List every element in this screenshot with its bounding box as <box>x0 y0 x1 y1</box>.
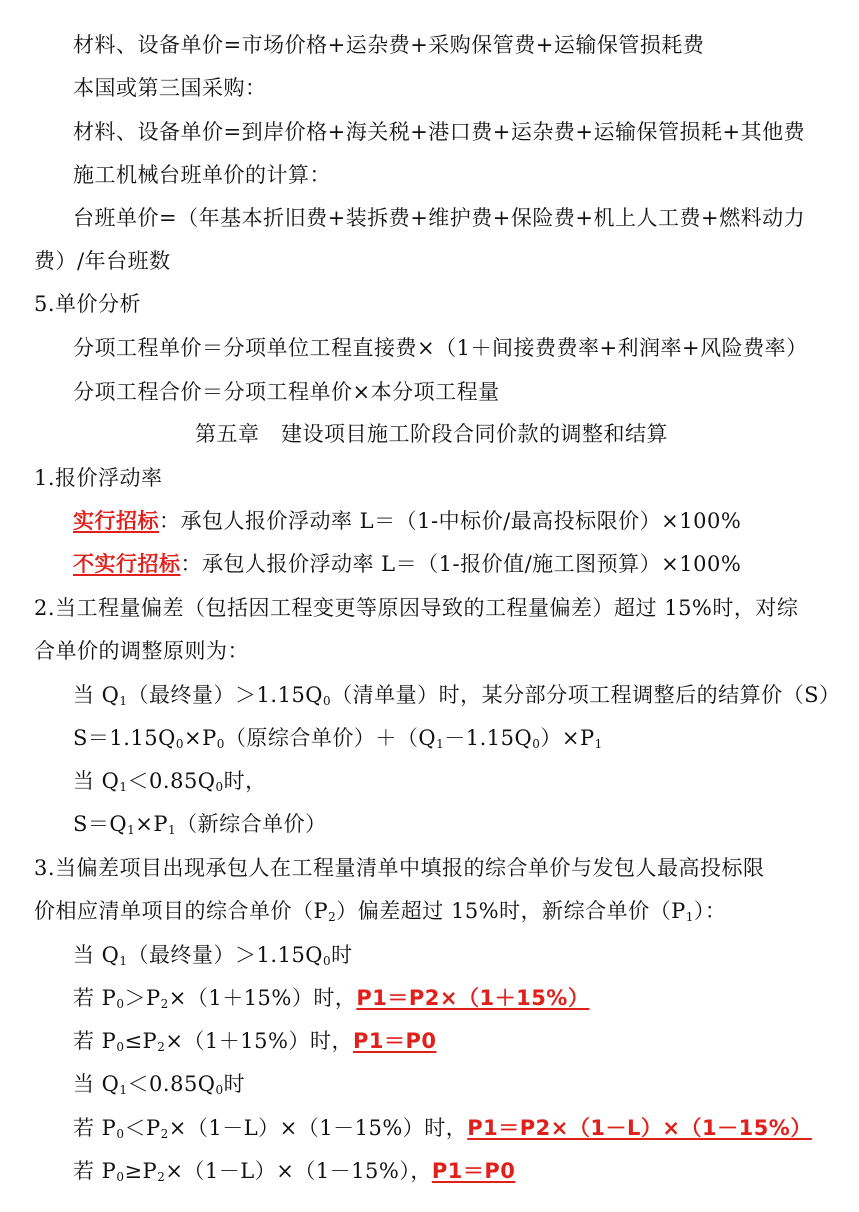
line-text: ：承包人报价浮动率 L＝（1-报价值/施工图预算）×100% <box>180 552 742 576</box>
subscript: 1 <box>119 954 128 968</box>
subscript: 0 <box>116 1040 125 1054</box>
subscript: 0 <box>216 737 225 751</box>
highlight-label: 实行招标 <box>73 508 159 533</box>
formula-part: 时， <box>223 769 267 793</box>
line-text: 本国或第三国采购： <box>73 76 267 100</box>
text-line <box>73 377 500 407</box>
line-text: 1.报价浮动率 <box>34 466 163 490</box>
formula-part: 时 <box>331 943 353 967</box>
formula-part: （最终量）＞1.15Q <box>127 683 324 707</box>
subscript: 1 <box>127 823 136 837</box>
line-text: ：承包人报价浮动率 L＝（1-中标价/最高投标限价）×100% <box>159 509 742 533</box>
text-line <box>34 853 765 883</box>
line-text: 材料、设备单价=市场价格+运杂费+采购保管费+运输保管损耗费 <box>73 33 705 57</box>
subscript: 2 <box>160 997 169 1011</box>
subscript: 1 <box>119 780 128 794</box>
subscript: 1 <box>436 737 445 751</box>
result-formula: P1＝P2×（1－L）×（1－15%） <box>467 1116 812 1140</box>
line-text: 合单价的调整原则为： <box>34 639 249 663</box>
chapter-title <box>195 419 668 449</box>
formula-part: 当 Q <box>73 1072 120 1096</box>
subscript: 0 <box>323 694 332 708</box>
formula-part: 若 P <box>73 986 117 1010</box>
formula-part: 当 Q <box>73 683 120 707</box>
formula-part: （最终量）＞1.15Q <box>127 943 324 967</box>
text-line <box>73 73 267 103</box>
formula-part: ）： <box>693 899 727 923</box>
formula-line <box>73 680 841 716</box>
text-line <box>73 30 704 60</box>
result-formula: P1＝P0 <box>431 1159 516 1183</box>
formula-part: ×（1－L）×（1－15%）， <box>165 1159 432 1183</box>
line-text: 分项工程单价＝分项单位工程直接费×（1＋间接费费率+利润率+风险费率） <box>73 336 808 360</box>
subscript: 1 <box>119 1083 128 1097</box>
formula-part: 当 Q <box>73 943 120 967</box>
text-line <box>34 246 171 276</box>
result-formula: P1＝P2×（1＋15%） <box>356 986 590 1010</box>
formula-line <box>73 940 353 976</box>
subscript: 0 <box>215 780 224 794</box>
subscript: 0 <box>116 997 125 1011</box>
subscript: 2 <box>157 1040 166 1054</box>
formula-part: ×（1－L）×（1－15%）时， <box>168 1116 468 1140</box>
formula-line <box>73 766 267 802</box>
formula-part: S＝Q <box>73 812 128 836</box>
subscript: 1 <box>685 910 694 924</box>
subscript: 2 <box>160 1127 169 1141</box>
formula-part: ＜0.85Q <box>127 769 216 793</box>
formula-line <box>73 1156 515 1192</box>
line-text: 2.当工程量偏差（包括因工程变更等原因导致的工程量偏差）超过 15%时，对综 <box>34 596 799 620</box>
text-line <box>73 117 805 147</box>
formula-part: ×（1＋15%）时， <box>165 1029 353 1053</box>
formula-part: ）偏差超过 15%时，新综合单价（P <box>336 899 686 923</box>
subscript: 0 <box>116 1127 125 1141</box>
formula-part: （清单量）时，某分部分项工程调整后的结算价（S） <box>331 683 841 707</box>
formula-part: ）×P <box>540 726 595 750</box>
line-text: 5.单价分析 <box>34 292 142 316</box>
subscript: 0 <box>323 954 332 968</box>
formula-part: 时 <box>223 1072 246 1096</box>
line-text: 3.当偏差项目出现承包人在工程量清单中填报的综合单价与发包人最高投标限 <box>34 856 765 880</box>
formula-part: ≤P <box>124 1029 158 1053</box>
formula-line <box>73 723 603 759</box>
formula-part: S＝1.15Q <box>73 726 176 750</box>
subscript: 0 <box>175 737 185 751</box>
text-line <box>34 593 798 623</box>
line-text: 分项工程合价＝分项工程单价×本分项工程量 <box>73 380 500 404</box>
formula-part: ×P <box>184 726 217 750</box>
formula-line <box>34 896 726 932</box>
subscript: 0 <box>532 737 541 751</box>
formula-part: ≥P <box>124 1159 158 1183</box>
subscript: 0 <box>215 1083 224 1097</box>
formula-part: 当 Q <box>73 769 120 793</box>
line-text: 施工机械台班单价的计算： <box>73 163 331 187</box>
formula-part: ＜P <box>124 1116 161 1140</box>
text-line <box>73 333 808 363</box>
formula-line <box>73 1113 812 1149</box>
section-heading <box>34 289 141 319</box>
formula-part: （新综合单价） <box>176 812 327 836</box>
formula-part: 若 P <box>73 1029 117 1053</box>
section-heading <box>34 463 163 493</box>
line-text: 费）/年台班数 <box>34 249 171 273</box>
formula-part: ＞P <box>124 986 161 1010</box>
subscript: 2 <box>157 1170 166 1184</box>
text-line <box>34 636 249 666</box>
formula-line <box>73 983 589 1019</box>
text-line <box>73 549 741 579</box>
highlight-label: 不实行招标 <box>73 551 181 576</box>
line-text: 台班单价=（年基本折旧费+装拆费+维护费+保险费+机上人工费+燃料动力 <box>73 206 806 230</box>
subscript: 1 <box>167 823 177 837</box>
formula-part: （原综合单价）＋（Q <box>224 726 437 750</box>
formula-part: ＜0.85Q <box>127 1072 216 1096</box>
formula-part: 若 P <box>73 1116 117 1140</box>
formula-part: 若 P <box>73 1159 117 1183</box>
formula-line <box>73 1026 436 1062</box>
formula-part: 价相应清单项目的综合单价（P <box>34 899 329 923</box>
subscript: 1 <box>119 694 128 708</box>
result-formula: P1＝P0 <box>352 1029 437 1053</box>
formula-line <box>73 1069 245 1105</box>
text-line <box>73 203 805 233</box>
formula-part: ×（1＋15%）时， <box>168 986 357 1010</box>
line-text: 第五章 建设项目施工阶段合同价款的调整和结算 <box>195 422 668 446</box>
subscript: 2 <box>328 910 337 924</box>
line-text: 材料、设备单价=到岸价格+海关税+港口费+运杂费+运输保管损耗+其他费 <box>73 120 806 144</box>
formula-line <box>73 809 327 845</box>
subscript: 1 <box>594 737 603 751</box>
text-line <box>73 506 741 536</box>
text-line <box>73 160 331 190</box>
formula-part: ×P <box>135 812 168 836</box>
subscript: 0 <box>116 1170 125 1184</box>
formula-part: －1.15Q <box>444 726 533 750</box>
